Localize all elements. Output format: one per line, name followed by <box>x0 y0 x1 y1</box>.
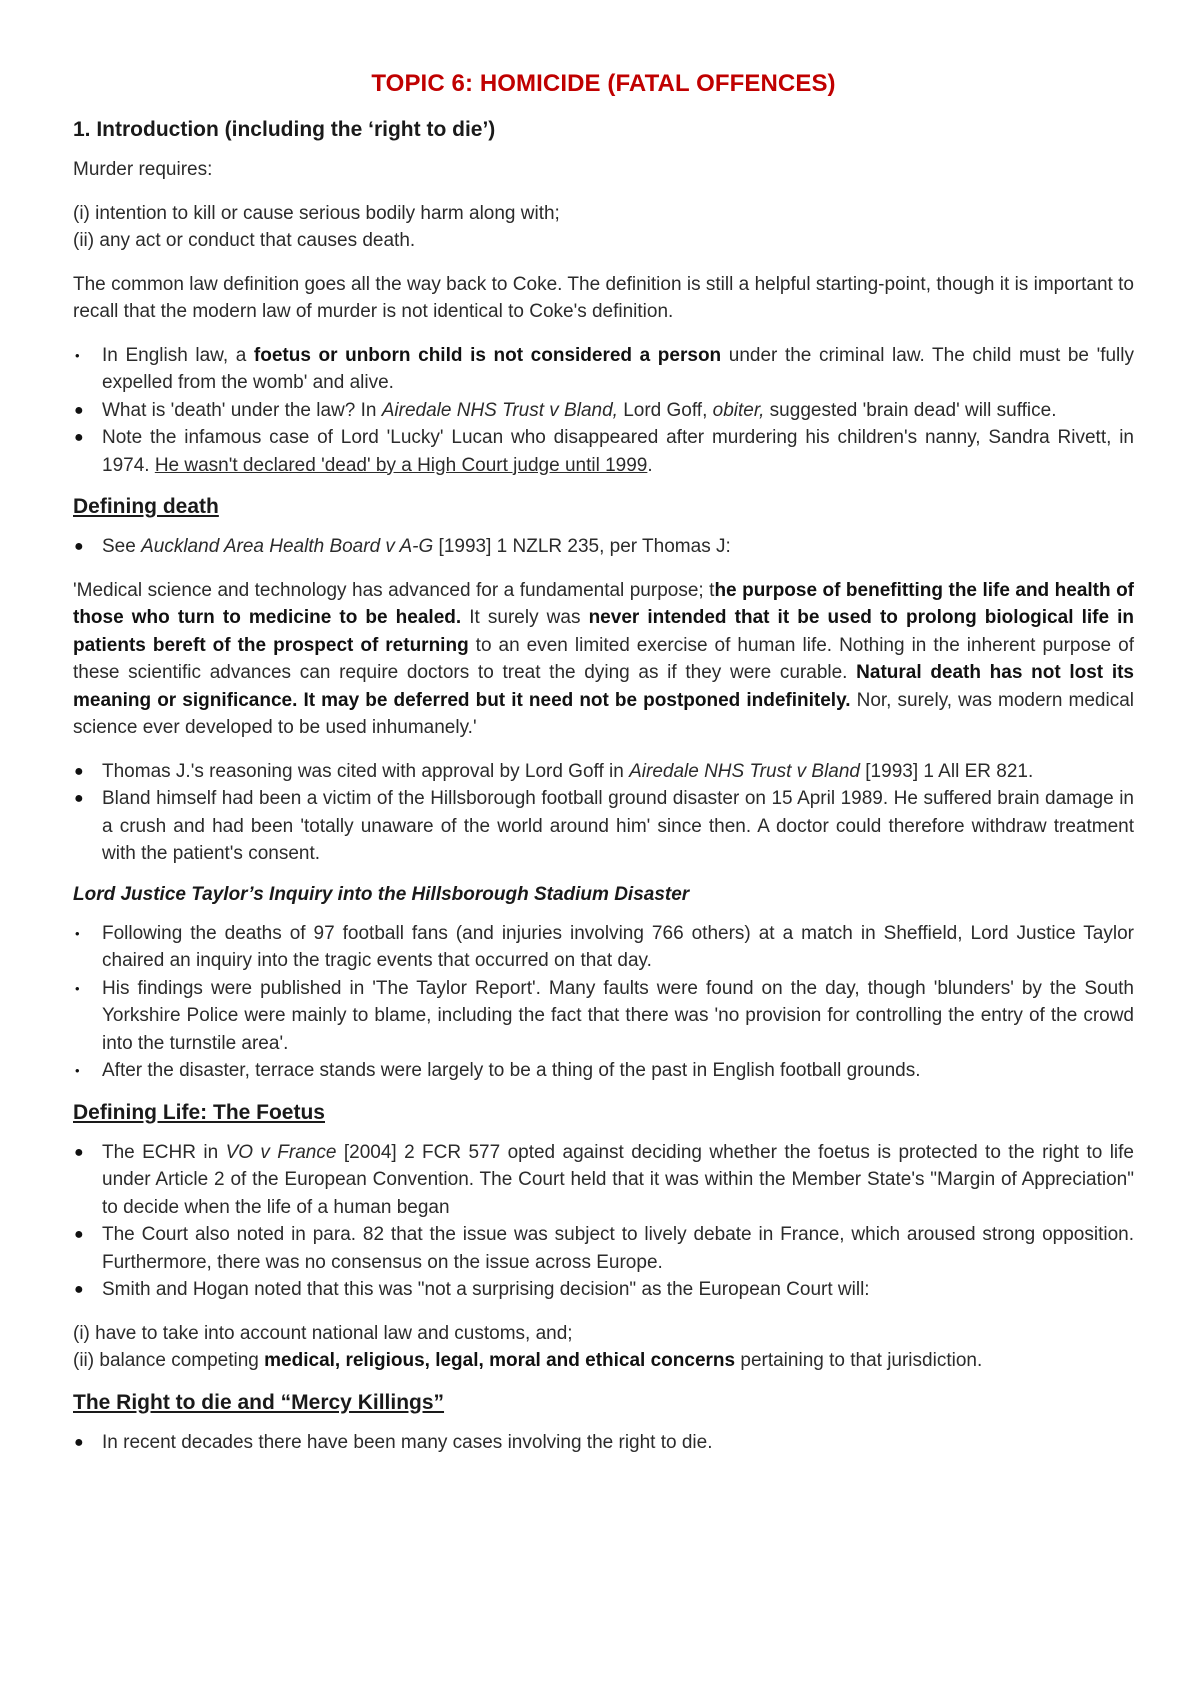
bullet-icon: ● <box>74 1226 84 1243</box>
right-to-die-bullet-list <box>73 1429 1134 1457</box>
bullet-icon: • <box>75 925 80 941</box>
list-item: ● Thomas J.'s reasoning was cited with approval by Lord Goff in Airedale NHS Trust v Bland [1993] 1 All ER 821. <box>73 758 1134 786</box>
list-item: ● In recent decades there have been many cases involving the right to die. <box>73 1429 1134 1457</box>
document-content <box>73 70 1134 1472</box>
bullet-icon: ● <box>74 1281 84 1298</box>
thomas-quote: 'Medical science and technology has advanced for a fundamental purpose; the purpose of benefitting the life and health of those who turn to medicine to be healed. It surely was never intended that it be used to prolong biological life in patients bereft of the prospect of returning to an even limited exercise of human life. Nothing in the inherent purpose of these scientific advances can require doctors to treat the dying as if they were curable. Natural death has not lost its meaning or significance. It may be deferred but it need not be postponed indefinitely. Nor, surely, was modern medical science ever developed to be used inhumanely.' <box>73 579 1135 738</box>
bullet-icon: ● <box>74 790 84 807</box>
intro-bullet-list <box>73 342 1134 480</box>
bullet-icon: ● <box>74 429 84 446</box>
list-item: • After the disaster, terrace stands were largely to be a thing of the past in English football grounds. <box>73 1057 1134 1085</box>
list-item: ● The ECHR in VO v France [2004] 2 FCR 577 opted against deciding whether the foetus is protected to the right to life under Article 2 of the European Convention. The Court held that it was within the Member State's "Margin of Appreciation" to decide when the life of a human began <box>73 1139 1134 1222</box>
intro-heading: 1. Introduction (including the ‘right to die’) <box>73 118 496 141</box>
list-item: • His findings were published in 'The Taylor Report'. Many faults were found on the day, though 'blunders' by the South Yorkshire Police were mainly to blame, including the fact that there was 'no provision for controlling the entry of the crowd into the turnstile area'. <box>73 975 1134 1058</box>
list-item: ● The Court also noted in para. 82 that the issue was subject to lively debate in France, which aroused strong opposition. Furthermore, there was no consensus on the issue across Europe. <box>73 1221 1134 1276</box>
requirement-1: (i) intention to kill or cause serious bodily harm along with; <box>73 202 560 224</box>
court-duty-2: (ii) balance competing medical, religious, legal, moral and ethical concerns pertaining to that jurisdiction. <box>73 1350 983 1371</box>
defining-death-heading: Defining death <box>73 495 219 518</box>
list-item: ● Note the infamous case of Lord 'Lucky' Lucan who disappeared after murdering his children's nanny, Sandra Rivett, in 1974. He wasn't declared 'dead' by a High Court judge until 1999. <box>73 424 1134 479</box>
bullet-icon: ● <box>74 538 84 555</box>
right-to-die-heading: The Right to die and “Mercy Killings” <box>73 1390 445 1414</box>
list-item: ● What is 'death' under the law? In Airedale NHS Trust v Bland, Lord Goff, obiter, suggested 'brain dead' will suffice. <box>73 397 1134 425</box>
court-duty-1: (i) have to take into account national law and customs, and; <box>73 1322 573 1344</box>
foetus-bullet-list <box>73 1139 1134 1304</box>
list-item: • Following the deaths of 97 football fans (and injuries involving 766 others) at a match in Sheffield, Lord Justice Taylor chaired an inquiry into the tragic events that occurred on that day. <box>73 920 1134 975</box>
bullet-icon: ● <box>74 762 84 780</box>
murder-requires-text: Murder requires: <box>73 159 213 180</box>
page-title: TOPIC 6: HOMICIDE (FATAL OFFENCES) <box>371 70 836 97</box>
taylor-inquiry-heading: Lord Justice Taylor’s Inquiry into the Hillsborough Stadium Disaster <box>73 883 690 905</box>
bullet-icon: ● <box>74 401 84 419</box>
list-item: ● Bland himself had been a victim of the Hillsborough football ground disaster on 15 April 1989. He suffered brain damage in a crush and had been 'totally unaware of the world around him' since then. A doctor could therefore withdraw treatment with the patient's consent. <box>73 785 1134 868</box>
taylor-bullet-list <box>73 920 1134 1085</box>
bullet-icon: • <box>75 347 80 363</box>
death-bullet-list-2 <box>73 758 1134 868</box>
requirement-2: (ii) any act or conduct that causes death. <box>73 230 416 251</box>
defining-life-heading: Defining Life: The Foetus <box>73 1100 325 1124</box>
bullet-icon: ● <box>74 1143 84 1161</box>
death-bullet-list <box>73 533 1134 561</box>
list-item: • In English law, a foetus or unborn child is not considered a person under the criminal law. The child must be 'fully expelled from the womb' and alive. <box>73 342 1134 397</box>
list-item: ● See Auckland Area Health Board v A-G [1993] 1 NZLR 235, per Thomas J: <box>73 533 1134 561</box>
bullet-icon: • <box>75 980 80 996</box>
bullet-icon: • <box>75 1063 80 1078</box>
list-item: ● Smith and Hogan noted that this was "not a surprising decision" as the European Court will: <box>73 1276 1134 1304</box>
bullet-icon: ● <box>74 1433 84 1451</box>
coke-paragraph: The common law definition goes all the way back to Coke. The definition is still a helpful starting-point, though it is important to recall that the modern law of murder is not identical to Coke's definition. <box>73 273 1134 322</box>
